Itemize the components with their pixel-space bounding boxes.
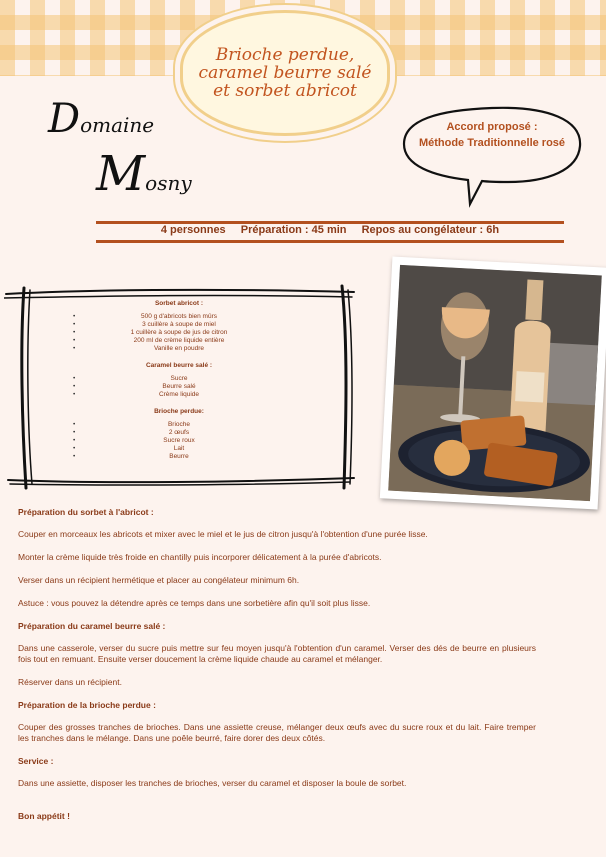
list-item: • Sucre roux: [44, 437, 314, 445]
step-paragraph: Astuce : vous pouvez la détendre après ce temps dans une sorbetière afin qu'il soit plus lisse.: [18, 598, 371, 608]
step-paragraph: Verser dans un récipient hermétique et placer au congélateur minimum 6h.: [18, 575, 300, 585]
service-title: Service :: [18, 756, 54, 766]
caramel-steps-title: Préparation du caramel beurre salé :: [18, 621, 166, 631]
step-paragraph: Dans une casserole, verser du sucre puis mettre sur feu moyen jusqu'à l'obtention d'un caramel. Verser des dés de beurre en plusieurs fois tout en remuant. Ensuite verser doucement la crème liquide chaude au caramel et mélanger.: [18, 643, 536, 664]
brioche-steps-title: Préparation de la brioche perdue :: [18, 700, 156, 710]
brioche-ingredients-title: Brioche perdue:: [154, 408, 204, 415]
dessert-photo-frame: [380, 256, 606, 509]
step-paragraph: Monter la crème liquide très froide en chantilly puis incorporer délicatement à la purée d'abricots.: [18, 552, 382, 562]
sorbet-steps-title: Préparation du sorbet à l'abricot :: [18, 507, 154, 517]
rest-time-text: Repos au congélateur : 6h: [361, 224, 500, 236]
ingredients-list: [44, 296, 314, 470]
list-item: • Brioche: [44, 421, 314, 429]
list-item: • 1 cuillère à soupe de jus de citron: [44, 329, 314, 337]
brand-line-2: [96, 146, 192, 202]
list-item: • Beurre salé: [44, 383, 314, 391]
list-item: • 3 cuillère à soupe de miel: [44, 321, 314, 329]
list-item: • 2 œufs: [44, 429, 314, 437]
pairing-bubble: [398, 102, 586, 210]
list-item: • Sucre: [44, 375, 314, 383]
step-paragraph: Couper en morceaux les abricots et mixer avec le miel et le jus de citron jusqu'à l'obtention d'une purée lisse.: [18, 529, 428, 539]
brand-initial-m: M: [96, 146, 146, 202]
step-paragraph: Couper des grosses tranches de brioches. Dans une assiette creuse, mélanger deux œufs avec du sucre roux et du lait. Faire tremper les tranches dans le mélange. Dans une poêle beurré, faire dorer des deux côtés.: [18, 722, 536, 743]
dessert-illustration-icon: [388, 265, 602, 501]
servings-text: 4 personnes: [160, 224, 226, 236]
bottom-rule: [96, 240, 564, 243]
list-item: • Crème liquide: [44, 391, 314, 399]
caramel-ingredients: [44, 375, 314, 399]
pairing-text: [398, 119, 586, 151]
ingredients-box: [4, 284, 356, 490]
caramel-ingredients-title: Caramel beurre salé :: [145, 362, 213, 369]
brand-word-1: omaine: [80, 113, 155, 137]
sorbet-ingredients: [44, 313, 314, 353]
sorbet-ingredients-title: Sorbet abricot :: [154, 300, 204, 307]
brand-initial-d: D: [48, 96, 81, 142]
list-item: • 200 ml de crème liquide entière: [44, 337, 314, 345]
closing-text: Bon appétit !: [18, 811, 70, 821]
pairing-value: Méthode Traditionnelle rosé: [418, 137, 566, 149]
brand-line-1: [48, 96, 154, 142]
list-item: • Vanille en poudre: [44, 345, 314, 353]
brioche-ingredients: [44, 421, 314, 461]
prep-time-text: Préparation : 45 min: [240, 224, 347, 236]
list-item: • 500 g d'abricots bien mûrs: [44, 313, 314, 321]
step-paragraph: Dans une assiette, disposer les tranches de brioches, verser du caramel et disposer la boule de sorbet.: [18, 778, 407, 788]
recipe-steps: [18, 507, 536, 822]
recipe-info: [96, 224, 564, 236]
brand-word-2: osny: [145, 171, 192, 195]
step-paragraph: Réserver dans un récipient.: [18, 677, 122, 687]
brand-logo: [48, 96, 238, 216]
recipe-title: Brioche perdue, caramel beurre salé et sorbet abricot: [198, 45, 372, 101]
list-item: • Beurre: [44, 453, 314, 461]
list-item: • Lait: [44, 445, 314, 453]
pairing-label: Accord proposé :: [446, 121, 538, 133]
dessert-photo: [388, 265, 602, 501]
